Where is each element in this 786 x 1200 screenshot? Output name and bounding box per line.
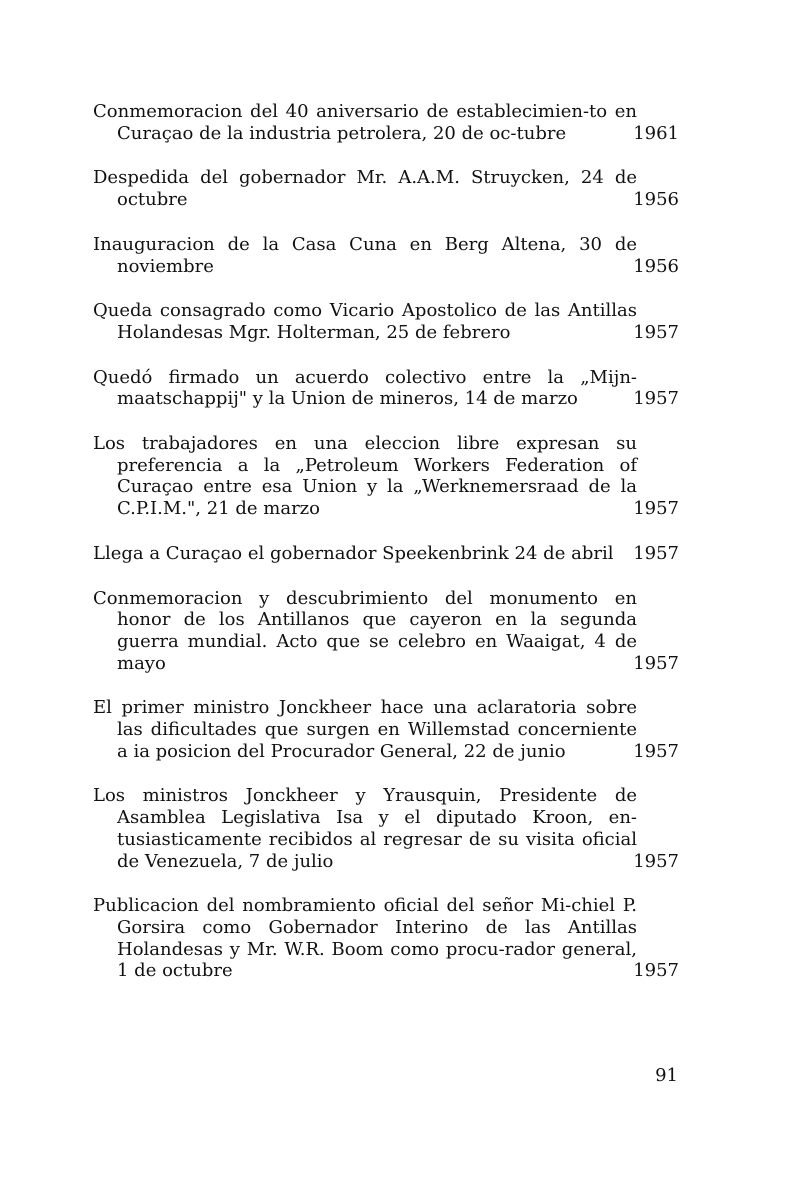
chronology-entry [93, 543, 683, 565]
chronology-entry [93, 433, 683, 520]
chronology-entry [93, 588, 683, 675]
entry-description: Despedida del gobernador Mr. A.A.M. Struycken, 24 de octubre [93, 167, 637, 211]
entry-description: Quedó firmado un acuerdo colectivo entre la „Mijn-maatschappij" y la Union de mineros, 14 de marzo [93, 366, 637, 410]
entry-year: 1957 [633, 740, 679, 762]
page-number: 91 [655, 1065, 678, 1086]
entry-description: Queda consagrado como Vicario Apostolico de las Antillas Holandesas Mgr. Holterman, 25 de febrero [93, 300, 637, 343]
entry-year: 1957 [633, 652, 679, 674]
entry-description: Inauguracion de la Casa Cuna en Berg Altena, 30 de noviembre [93, 233, 637, 277]
entry-year: 1957 [633, 542, 679, 564]
chronology-entry [93, 167, 683, 210]
chronology-entry [93, 785, 683, 872]
entry-description: Los trabajadores en una eleccion libre expresan su preferencia a la „Petroleum Workers Federation of Curaçao entre esa Union y la „Werknemersraad de la C.P.I.M.", 21 de marzo [93, 433, 637, 520]
entry-year: 1957 [633, 498, 679, 520]
entry-year: 1961 [633, 122, 679, 144]
entry-year: 1957 [633, 388, 679, 410]
entry-year: 1956 [633, 255, 679, 277]
entry-description: Conmemoracion y descubrimiento del monumento en honor de los Antillanos que cayeron en la segunda guerra mundial. Acto que se celebro en Waaigat, 4 de mayo [93, 587, 637, 674]
entry-description: Llega a Curaçao el gobernador Speekenbrink 24 de abril [93, 542, 614, 564]
chronology-entry [93, 234, 683, 277]
entry-year: 1957 [633, 960, 679, 982]
entry-year: 1956 [633, 189, 679, 211]
chronology-entry [93, 895, 683, 982]
chronology-entry [93, 367, 683, 410]
entry-description: Publicacion del nombramiento oficial del señor Mi-chiel P. Gorsira como Gobernador Interino de las Antillas Holandesas y Mr. W.R. Boom como procu-rador general, 1 de octubre [93, 895, 637, 982]
entry-year: 1957 [633, 321, 679, 343]
entry-description: El primer ministro Jonckheer hace una aclaratoria sobre las dificultades que surgen en Willemstad concerniente a ia posicion del Procurador General, 22 de junio [93, 697, 637, 762]
entry-description: Los ministros Jonckheer y Yrausquin, Presidente de Asamblea Legislativa Isa y el diputado Kroon, en-tusiasticamente recibidos al regresar de su visita oficial de Venezuela, 7 de julio [93, 785, 637, 872]
chronology-list [93, 101, 683, 1005]
entry-year: 1957 [633, 850, 679, 872]
chronology-entry [93, 101, 683, 144]
chronology-entry [93, 697, 683, 762]
entry-description: Conmemoracion del 40 aniversario de establecimien-to en Curaçao de la industria petrolera, 20 de oc-tubre [93, 101, 637, 144]
chronology-entry [93, 300, 683, 343]
